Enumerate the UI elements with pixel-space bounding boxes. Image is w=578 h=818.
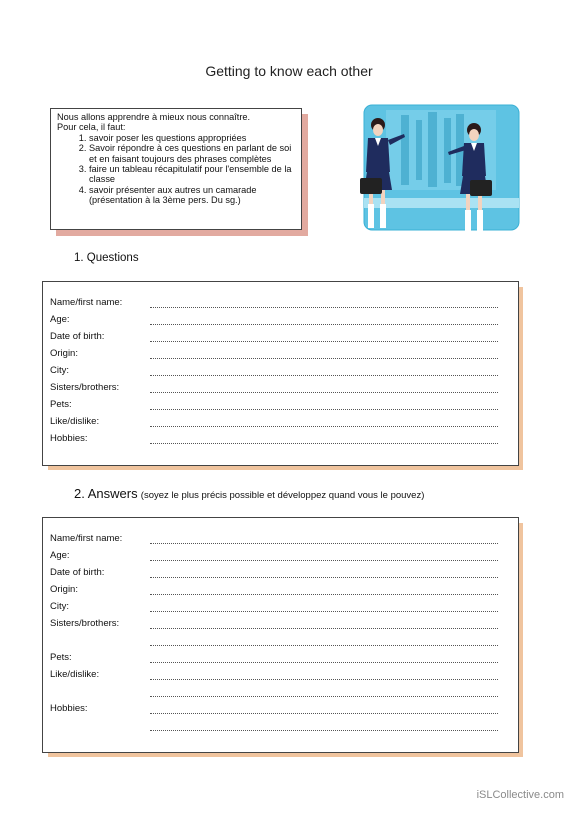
intro-list — [57, 133, 295, 206]
question-row — [43, 433, 518, 447]
answer-row — [43, 669, 518, 683]
site-watermark[interactable]: iSLCollective.com — [476, 789, 564, 801]
answer-line[interactable] — [150, 713, 498, 714]
answer-row — [43, 567, 518, 581]
answer-row — [43, 550, 518, 564]
answer-row — [43, 584, 518, 598]
answer-line[interactable] — [150, 358, 498, 359]
field-label: Origin: — [50, 584, 78, 595]
answer-line[interactable] — [150, 426, 498, 427]
answer-line[interactable] — [150, 611, 498, 612]
answer-row — [43, 703, 518, 717]
intro-line-2: Pour cela, il faut: — [57, 122, 126, 133]
section-answers-heading — [74, 486, 424, 501]
question-row — [43, 314, 518, 328]
question-row — [43, 365, 518, 379]
answer-line[interactable] — [150, 375, 498, 376]
answer-line[interactable] — [150, 392, 498, 393]
answer-row — [43, 618, 518, 632]
answer-row — [43, 652, 518, 666]
intro-box — [50, 108, 302, 230]
answer-line[interactable] — [150, 662, 498, 663]
field-label: Pets: — [50, 399, 72, 410]
intro-line-1: Nous allons apprendre à mieux nous connaître. — [57, 112, 251, 122]
answers-heading-title: 2. Answers — [74, 486, 138, 501]
schoolgirls-illustration — [356, 100, 524, 245]
intro-item: 4. savoir présenter aux autres un camarade (présentation à la 3ème pers. Du sg.) — [89, 185, 295, 206]
answer-line[interactable] — [150, 696, 498, 697]
answer-line[interactable] — [150, 307, 498, 308]
answer-line[interactable] — [150, 324, 498, 325]
intro-item: 1. savoir poser les questions appropriées — [89, 133, 295, 143]
answer-row — [43, 533, 518, 547]
answer-row-continuation — [43, 635, 518, 649]
field-label: Like/dislike: — [50, 416, 100, 427]
question-row — [43, 399, 518, 413]
answer-line[interactable] — [150, 543, 498, 544]
question-row — [43, 297, 518, 311]
field-label: Age: — [50, 314, 70, 325]
field-label: Hobbies: — [50, 703, 88, 714]
answers-form — [42, 517, 519, 753]
answer-line[interactable] — [150, 679, 498, 680]
answer-line[interactable] — [150, 341, 498, 342]
answers-heading-note: (soyez le plus précis possible et développez quand vous le pouvez) — [140, 490, 425, 501]
question-row — [43, 382, 518, 396]
answer-line[interactable] — [150, 577, 498, 578]
questions-form — [42, 281, 519, 466]
answer-row — [43, 601, 518, 615]
answer-line[interactable] — [150, 409, 498, 410]
field-label: Date of birth: — [50, 331, 105, 342]
field-label: City: — [50, 601, 69, 612]
answer-line[interactable] — [150, 560, 498, 561]
field-label: Hobbies: — [50, 433, 88, 444]
section-questions-heading: 1. Questions — [74, 252, 139, 264]
question-row — [43, 331, 518, 345]
intro-item: 3. faire un tableau récapitulatif pour l'ensemble de la classe — [89, 164, 295, 185]
answer-line[interactable] — [150, 443, 498, 444]
intro-item: 2. Savoir répondre à ces questions en parlant de soi et en faisant toujours des phrases complètes — [89, 143, 295, 164]
field-label: Sisters/brothers: — [50, 618, 120, 629]
field-label: Pets: — [50, 652, 72, 663]
field-label: Age: — [50, 550, 70, 561]
answer-line[interactable] — [150, 730, 498, 731]
worksheet-title: Getting to know each other — [205, 63, 373, 79]
answer-line[interactable] — [150, 594, 498, 595]
field-label: City: — [50, 365, 69, 376]
field-label: Name/first name: — [50, 533, 123, 544]
field-label: Name/first name: — [50, 297, 123, 308]
field-label: Date of birth: — [50, 567, 105, 578]
answer-line[interactable] — [150, 628, 498, 629]
field-label: Origin: — [50, 348, 78, 359]
answer-row-continuation — [43, 686, 518, 700]
answer-row-continuation — [43, 720, 518, 734]
field-label: Sisters/brothers: — [50, 382, 120, 393]
answer-line[interactable] — [150, 645, 498, 646]
field-label: Like/dislike: — [50, 669, 100, 680]
question-row — [43, 416, 518, 430]
question-row — [43, 348, 518, 362]
